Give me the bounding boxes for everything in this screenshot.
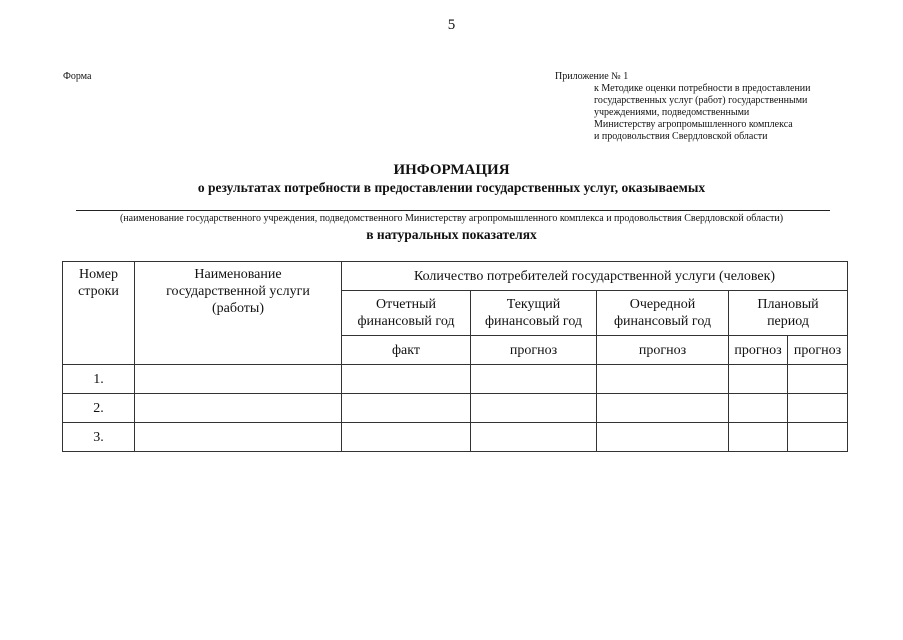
value-cell xyxy=(342,394,471,423)
appendix-line: учреждениями, подведомственными xyxy=(594,107,750,118)
value-cell xyxy=(471,394,597,423)
document-subtitle: о результатах потребности в предоставлении государственных услуг, оказываемых xyxy=(197,180,706,195)
header-fact: факт xyxy=(342,336,471,365)
row-number-cell: 3. xyxy=(63,423,135,452)
row-number-cell: 2. xyxy=(63,394,135,423)
header-next-year: Очередной финансовый год xyxy=(597,291,729,336)
appendix-line: Министерству агропромышленного комплекса xyxy=(594,119,793,130)
service-name-cell xyxy=(135,365,342,394)
results-table xyxy=(62,261,848,452)
header-planning-period: Плановый период xyxy=(729,291,848,336)
value-cell xyxy=(597,423,729,452)
appendix-line: государственных услуг (работ) государственными xyxy=(594,95,808,106)
value-cell xyxy=(788,423,848,452)
value-cell xyxy=(788,394,848,423)
fill-in-caption: (наименование государственного учреждения, подведомственного Министерству агропромышленного комплекса и продовольствия Свердловской области) xyxy=(119,213,784,224)
header-forecast: прогноз xyxy=(788,336,848,365)
header-consumers: Количество потребителей государственной услуги (человек) xyxy=(342,262,848,291)
value-cell xyxy=(342,365,471,394)
header-row-number: Номер строки xyxy=(63,262,135,365)
header-forecast: прогноз xyxy=(729,336,788,365)
document-subtitle-units: в натуральных показателях xyxy=(366,227,537,242)
table-row xyxy=(63,423,848,452)
row-number-cell: 1. xyxy=(63,365,135,394)
service-name-cell xyxy=(135,394,342,423)
appendix-text xyxy=(594,83,811,143)
form-label: Форма xyxy=(63,71,92,82)
document-title: ИНФОРМАЦИЯ xyxy=(393,162,510,178)
value-cell xyxy=(729,394,788,423)
value-cell xyxy=(471,423,597,452)
fill-in-line xyxy=(76,210,830,211)
value-cell xyxy=(729,365,788,394)
page-number: 5 xyxy=(447,17,456,33)
header-forecast: прогноз xyxy=(597,336,729,365)
value-cell xyxy=(471,365,597,394)
service-name-cell xyxy=(135,423,342,452)
appendix-title: Приложение № 1 xyxy=(555,71,629,82)
header-current-year: Текущий финансовый год xyxy=(471,291,597,336)
value-cell xyxy=(342,423,471,452)
header-service-name: Наименование государственной услуги (работы) xyxy=(135,262,342,365)
table-row xyxy=(63,394,848,423)
appendix-line: и продовольствия Свердловской области xyxy=(594,131,768,142)
appendix-line: к Методике оценки потребности в предоставлении xyxy=(594,83,811,94)
value-cell xyxy=(597,365,729,394)
table-row xyxy=(63,365,848,394)
value-cell xyxy=(597,394,729,423)
value-cell xyxy=(729,423,788,452)
value-cell xyxy=(788,365,848,394)
header-reporting-year: Отчетный финансовый год xyxy=(342,291,471,336)
header-forecast: прогноз xyxy=(471,336,597,365)
